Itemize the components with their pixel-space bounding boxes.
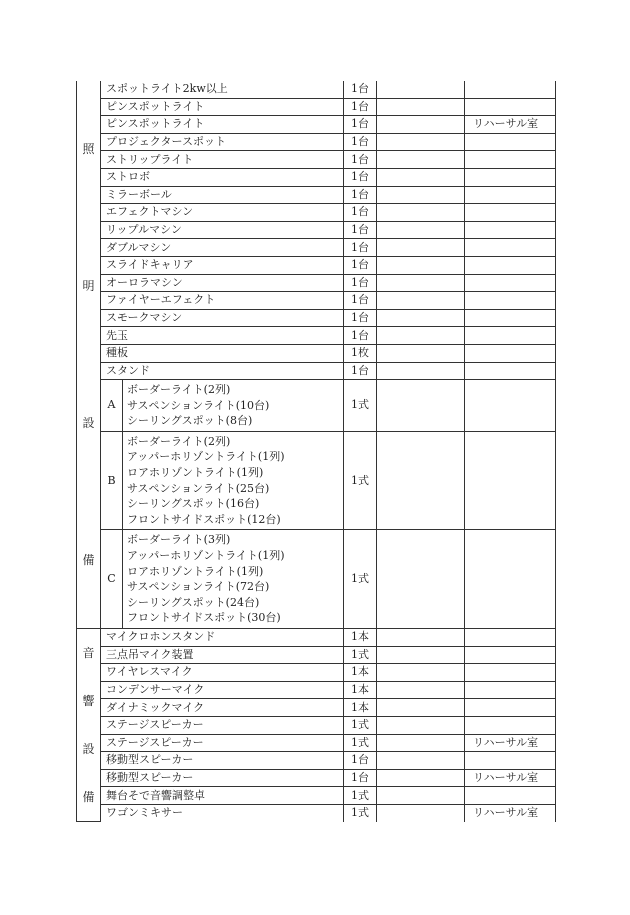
note-cell (465, 646, 556, 664)
item-name-cell: ワイヤレスマイク (101, 664, 344, 682)
set-item-line: サスペンションライト(10台) (127, 398, 270, 412)
blank-cell (377, 186, 465, 204)
table-row (77, 752, 556, 770)
quantity-cell: 1式 (344, 787, 377, 805)
quantity-cell: 1台 (344, 204, 377, 222)
table-row (77, 221, 556, 239)
quantity-cell: 1台 (344, 327, 377, 345)
quantity-cell: 1台 (344, 116, 377, 134)
set-item-line: フロントサイドスポット(30台) (127, 611, 281, 625)
blank-cell (377, 629, 465, 647)
set-item-line: アッパーホリゾントライト(1列) (127, 549, 285, 563)
note-cell: リハーサル室 (465, 116, 556, 134)
blank-cell (377, 133, 465, 151)
blank-cell (377, 309, 465, 327)
blank-cell (377, 681, 465, 699)
quantity-cell: 1台 (344, 133, 377, 151)
set-item-line: ボーダーライト(3列) (127, 533, 231, 547)
quantity-cell: 1枚 (344, 344, 377, 362)
note-cell (465, 292, 556, 310)
set-item-line: ボーダーライト(2列) (127, 434, 231, 448)
table-row (77, 292, 556, 310)
set-item-line: ボーダーライト(2列) (127, 383, 231, 397)
item-name-cell: コンデンサーマイク (101, 681, 344, 699)
item-name-cell: ダブルマシン (101, 239, 344, 257)
blank-cell (377, 769, 465, 787)
quantity-cell: 1本 (344, 699, 377, 717)
quantity-cell: 1式 (344, 646, 377, 664)
set-label-cell: B (101, 431, 123, 530)
table-row (77, 204, 556, 222)
note-cell (465, 716, 556, 734)
table-row (77, 804, 556, 821)
note-cell (465, 327, 556, 345)
note-cell (465, 699, 556, 717)
note-cell (465, 530, 556, 629)
note-cell (465, 344, 556, 362)
note-cell (465, 204, 556, 222)
quantity-cell: 1台 (344, 292, 377, 310)
blank-cell (377, 530, 465, 629)
table-row (77, 98, 556, 116)
note-cell (465, 752, 556, 770)
blank-cell (377, 362, 465, 380)
sound-category-label (77, 629, 100, 821)
note-cell (465, 133, 556, 151)
blank-cell (377, 151, 465, 169)
blank-cell (377, 168, 465, 186)
table-row (77, 344, 556, 362)
category-char: 響 (82, 694, 95, 708)
quantity-cell: 1台 (344, 186, 377, 204)
item-name-cell: 移動型スピーカー (101, 752, 344, 770)
set-item-line: シーリングスポット(8台) (127, 414, 253, 428)
quantity-cell: 1式 (344, 734, 377, 752)
table-row (77, 81, 556, 98)
quantity-cell: 1本 (344, 681, 377, 699)
blank-cell (377, 380, 465, 432)
item-name-cell: ピンスポットライト (101, 98, 344, 116)
table-row (77, 787, 556, 805)
sound-category-cell (77, 629, 101, 822)
table-row (77, 327, 556, 345)
item-name-cell: オーロラマシン (101, 274, 344, 292)
note-cell (465, 221, 556, 239)
lighting-category-cell (77, 81, 101, 629)
table-row (77, 734, 556, 752)
table-row (77, 168, 556, 186)
category-char: 照 (82, 142, 95, 157)
quantity-cell: 1本 (344, 664, 377, 682)
note-cell (465, 681, 556, 699)
note-cell (465, 98, 556, 116)
item-name-cell: ストロボ (101, 168, 344, 186)
quantity-cell: 1台 (344, 769, 377, 787)
lighting-set-row (77, 431, 556, 530)
item-name-cell: スタンド (101, 362, 344, 380)
blank-cell (377, 81, 465, 98)
table-row (77, 769, 556, 787)
item-name-cell: スモークマシン (101, 309, 344, 327)
note-cell: リハーサル室 (465, 734, 556, 752)
note-cell (465, 664, 556, 682)
blank-cell (377, 646, 465, 664)
table-row (77, 186, 556, 204)
quantity-cell: 1式 (344, 716, 377, 734)
quantity-cell: 1台 (344, 221, 377, 239)
quantity-cell: 1本 (344, 629, 377, 647)
lighting-set-row (77, 530, 556, 629)
note-cell (465, 81, 556, 98)
table-row (77, 151, 556, 169)
item-name-cell: 先玉 (101, 327, 344, 345)
set-items-cell (123, 380, 344, 432)
note-cell: リハーサル室 (465, 769, 556, 787)
blank-cell (377, 699, 465, 717)
note-cell (465, 431, 556, 530)
blank-cell (377, 274, 465, 292)
lighting-set-row (77, 380, 556, 432)
lighting-category-label (77, 81, 100, 628)
item-name-cell: 種板 (101, 344, 344, 362)
category-char: 設 (82, 415, 95, 430)
table-row (77, 681, 556, 699)
quantity-cell: 1台 (344, 168, 377, 186)
note-cell (465, 186, 556, 204)
blank-cell (377, 752, 465, 770)
blank-cell (377, 327, 465, 345)
set-item-line: シーリングスポット(24台) (127, 595, 260, 609)
item-name-cell: ミラーボール (101, 186, 344, 204)
item-name-cell: 舞台そで音響調整卓 (101, 787, 344, 805)
quantity-cell: 1台 (344, 752, 377, 770)
note-cell (465, 151, 556, 169)
set-item-line: フロントサイドスポット(12台) (127, 512, 281, 526)
blank-cell (377, 256, 465, 274)
item-name-cell: ピンスポットライト (101, 116, 344, 134)
note-cell (465, 787, 556, 805)
blank-cell (377, 734, 465, 752)
set-item-line: ロアホリゾントライト(1列) (127, 564, 264, 578)
set-items-cell (123, 431, 344, 530)
item-name-cell: プロジェクタースポット (101, 133, 344, 151)
blank-cell (377, 204, 465, 222)
blank-cell (377, 221, 465, 239)
quantity-cell: 1台 (344, 151, 377, 169)
item-name-cell: エフェクトマシン (101, 204, 344, 222)
blank-cell (377, 98, 465, 116)
table-row (77, 699, 556, 717)
item-name-cell: 三点吊マイク装置 (101, 646, 344, 664)
set-item-line: サスペンションライト(72台) (127, 580, 270, 594)
blank-cell (377, 292, 465, 310)
note-cell (465, 239, 556, 257)
category-char: 備 (82, 552, 95, 567)
table-row (77, 362, 556, 380)
quantity-cell: 1式 (344, 530, 377, 629)
quantity-cell: 1台 (344, 362, 377, 380)
table-row (77, 664, 556, 682)
note-cell (465, 274, 556, 292)
quantity-cell: 1台 (344, 239, 377, 257)
category-char: 備 (82, 790, 95, 804)
item-name-cell: マイクロホンスタンド (101, 629, 344, 647)
category-char: 設 (82, 742, 95, 756)
table-row (77, 629, 556, 647)
blank-cell (377, 716, 465, 734)
equipment-table-body (77, 81, 556, 822)
set-label-cell: C (101, 530, 123, 629)
item-name-cell: ストリップライト (101, 151, 344, 169)
note-cell (465, 168, 556, 186)
blank-cell (377, 787, 465, 805)
quantity-cell: 1台 (344, 81, 377, 98)
category-char: 音 (82, 646, 95, 660)
category-char: 明 (82, 279, 95, 294)
quantity-cell: 1式 (344, 380, 377, 432)
item-name-cell: リップルマシン (101, 221, 344, 239)
blank-cell (377, 116, 465, 134)
table-row (77, 116, 556, 134)
set-item-line: アッパーホリゾントライト(1列) (127, 450, 285, 464)
note-cell (465, 380, 556, 432)
table-row (77, 256, 556, 274)
item-name-cell: ダイナミックマイク (101, 699, 344, 717)
quantity-cell: 1式 (344, 804, 377, 821)
quantity-cell: 1台 (344, 274, 377, 292)
item-name-cell: スライドキャリア (101, 256, 344, 274)
table-row (77, 239, 556, 257)
set-items-cell (123, 530, 344, 629)
table-row (77, 646, 556, 664)
blank-cell (377, 804, 465, 821)
set-item-line: シーリングスポット(16台) (127, 497, 260, 511)
quantity-cell: 1台 (344, 309, 377, 327)
set-label-cell: A (101, 380, 123, 432)
table-row (77, 274, 556, 292)
note-cell: リハーサル室 (465, 804, 556, 821)
equipment-table (76, 81, 556, 822)
item-name-cell: ステージスピーカー (101, 716, 344, 734)
table-row (77, 716, 556, 734)
set-item-line: ロアホリゾントライト(1列) (127, 466, 264, 480)
item-name-cell: ワゴンミキサー (101, 804, 344, 821)
quantity-cell: 1台 (344, 98, 377, 116)
set-item-line: サスペンションライト(25台) (127, 481, 270, 495)
table-row (77, 133, 556, 151)
blank-cell (377, 431, 465, 530)
item-name-cell: ステージスピーカー (101, 734, 344, 752)
note-cell (465, 309, 556, 327)
blank-cell (377, 344, 465, 362)
item-name-cell: ファイヤーエフェクト (101, 292, 344, 310)
blank-cell (377, 664, 465, 682)
table-row (77, 309, 556, 327)
note-cell (465, 256, 556, 274)
quantity-cell: 1式 (344, 431, 377, 530)
blank-cell (377, 239, 465, 257)
item-name-cell: スポットライト2kw以上 (101, 81, 344, 98)
item-name-cell: 移動型スピーカー (101, 769, 344, 787)
note-cell (465, 629, 556, 647)
quantity-cell: 1台 (344, 256, 377, 274)
note-cell (465, 362, 556, 380)
